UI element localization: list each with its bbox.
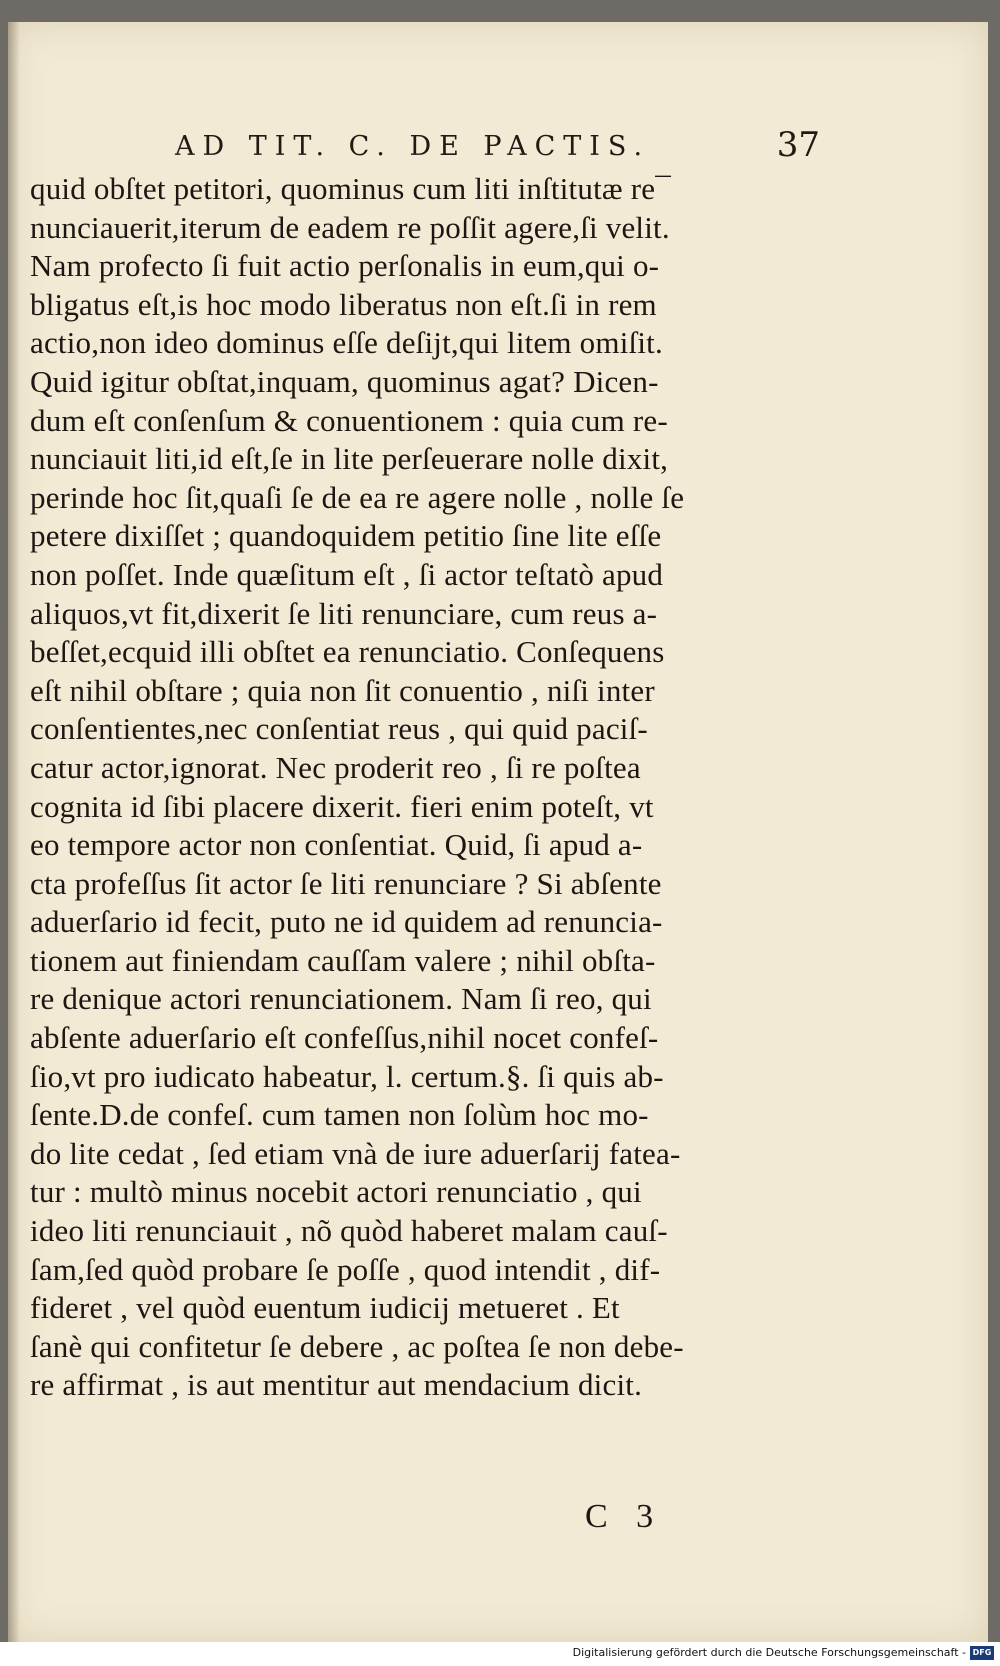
gutter-shadow (8, 22, 20, 1642)
text-line: do lite cedat , ſed etiam vnà de iure aduerſarij fatea- (30, 1135, 681, 1171)
text-line: perinde hoc ſit,quaſi ſe de ea re agere nolle , nolle ſe (30, 479, 685, 515)
body-text (30, 170, 810, 1405)
running-head: AD TIT. C. DE PACTIS. (175, 131, 651, 162)
text-line: conſentientes,nec conſentiat reus , qui quid paciſ- (30, 711, 648, 747)
text-line: non poſſet. Inde quæſitum eſt , ſi actor teſtatò apud (30, 556, 664, 592)
text-line: ideo liti renunciauit , nõ quòd haberet malam cauſ- (30, 1213, 668, 1249)
digitization-footer (0, 1642, 1000, 1666)
page-number: 37 (776, 125, 820, 165)
text-line: eo tempore actor non conſentiat. Quid, ſi apud a- (30, 827, 643, 863)
text-line: petere dixiſſet ; quandoquidem petitio ſine lite eſſe (30, 518, 662, 554)
text-line: quid obſtet petitori, quominus cum liti inſtitutæ re¯ (30, 171, 671, 206)
text-line: ſam,ſed quòd probare ſe poſſe , quod intendit , dif- (30, 1251, 661, 1287)
text-line: bligatus eſt,is hoc modo liberatus non eſt.ſi in rem (30, 286, 657, 322)
text-line: beſſet,ecquid illi obſtet ea renunciatio. Conſequens (30, 634, 665, 670)
dfg-logo: DFG (970, 1646, 994, 1660)
text-line: actio,non ideo dominus eſſe deſijt,qui litem omiſit. (30, 325, 663, 361)
text-line: nunciauerit,iterum de eadem re poſſit agere,ſi velit. (30, 209, 670, 245)
text-line: ſio,vt pro iudicato habeatur, l. certum.§. ſi quis ab- (30, 1058, 664, 1094)
text-line: cta profeſſus ſit actor ſe liti renunciare ? Si abſente (30, 865, 662, 901)
text-line: nunciauit liti,id eſt,ſe in lite perſeuerare nolle dixit, (30, 441, 669, 477)
text-line: ſente.D.de confeſ. cum tamen non ſolùm hoc mo- (30, 1097, 649, 1133)
page-header (150, 125, 860, 171)
funding-credit: Digitalisierung gefördert durch die Deutsche Forschungsgemeinschaft - (572, 1646, 966, 1659)
text-line: abſente aduerſario eſt confeſſus,nihil nocet confeſ- (30, 1020, 659, 1056)
signature-mark: C 3 (585, 1498, 664, 1535)
text-line: re denique actori renunciationem. Nam ſi reo, qui (30, 981, 652, 1017)
text-line: catur actor,ignorat. Nec proderit reo , ſi re poſtea (30, 749, 641, 785)
text-line: tionem aut finiendam cauſſam valere ; nihil obſta- (30, 942, 656, 978)
text-line: dum eſt conſenſum & conuentionem : quia cum re- (30, 402, 668, 438)
text-line: aduerſario id fecit, puto ne id quidem ad renuncia- (30, 904, 663, 940)
text-line: cognita id ſibi placere dixerit. fieri enim poteſt, vt (30, 788, 654, 824)
text-line: fideret , vel quòd euentum iudicij metueret . Et (30, 1290, 620, 1326)
text-line: re affirmat , is aut mentitur aut mendacium dicit. (30, 1367, 643, 1403)
text-line: eſt nihil obſtare ; quia non ſit conuentio , niſi inter (30, 672, 655, 708)
text-line: Quid igitur obſtat,inquam, quominus agat? Dicen- (30, 363, 659, 399)
text-line: ſanè qui confitetur ſe debere , ac poſtea ſe non debe- (30, 1328, 684, 1364)
text-line: tur : multò minus nocebit actori renunciatio , qui (30, 1174, 642, 1210)
text-line: Nam profecto ſi fuit actio perſonalis in eum,qui o- (30, 248, 660, 284)
text-line: aliquos,vt fit,dixerit ſe liti renunciare, cum reus a- (30, 595, 658, 631)
